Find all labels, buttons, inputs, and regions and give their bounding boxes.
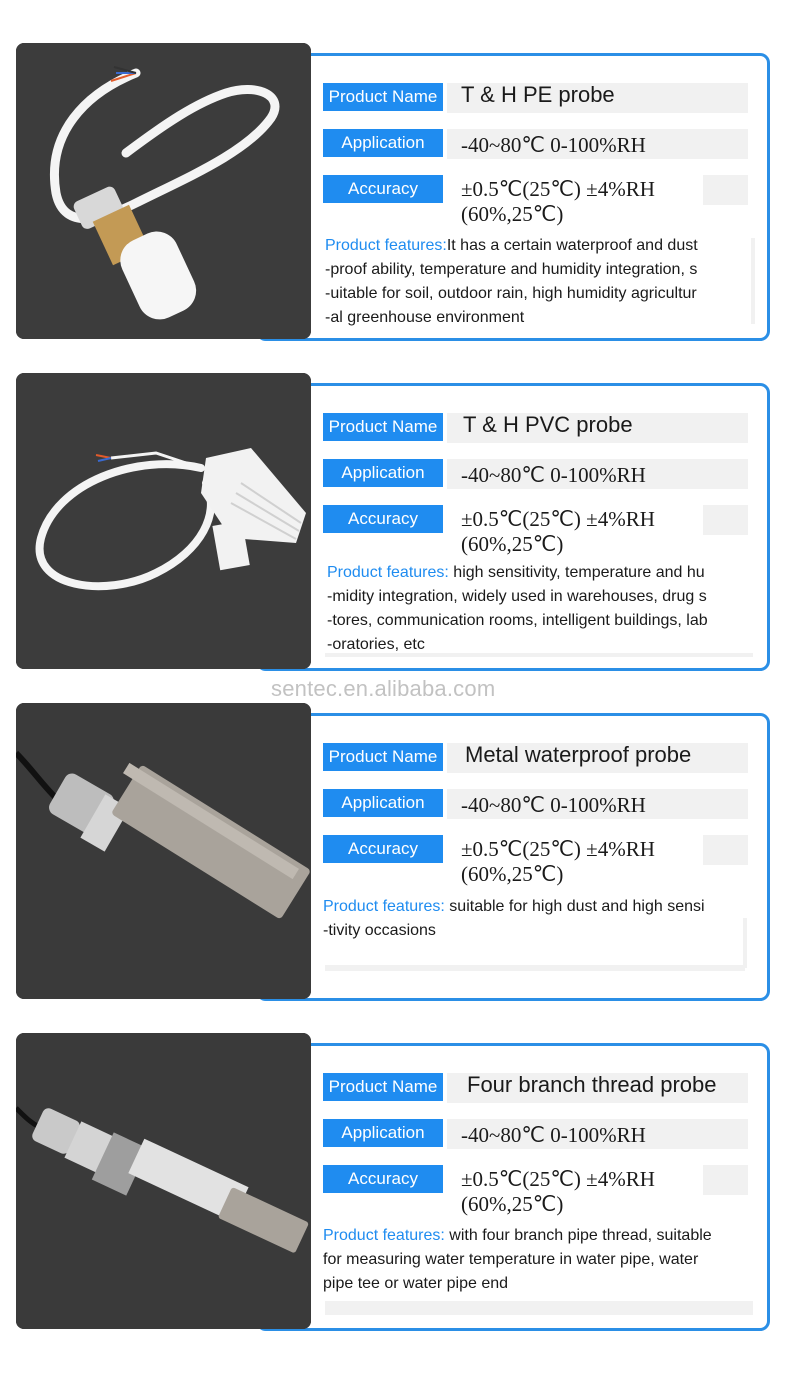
product-name-tag: Product Name [323,83,443,111]
accuracy-line-2: (60%,25℃) [461,532,564,556]
watermark: sentec.en.alibaba.com [271,676,496,701]
product-features [323,1224,768,1296]
accuracy-line-1: ±0.5℃(25℃) ±4%RH [461,177,655,201]
product-name-value: Four branch thread probe [467,1072,717,1097]
features-head: It has a certain waterproof and dust [446,237,698,254]
accuracy-row [323,835,763,886]
application-tag: Application [323,129,443,157]
product-features [325,234,765,330]
features-background [325,965,745,971]
accuracy-value [461,1167,655,1217]
features-label: Product features: [323,1227,445,1244]
features-line: -uitable for soil, outdoor rain, high humidity agricultur [325,285,697,302]
spec-rows [323,82,763,226]
product-name-row [323,413,763,443]
accuracy-tag: Accuracy [323,175,443,203]
accuracy-row [323,1165,763,1216]
product-name-tag: Product Name [323,743,443,771]
product-card-pe [16,43,768,339]
value-background [703,835,748,865]
features-line: -al greenhouse environment [325,309,525,326]
features-head: with four branch pipe thread, suitable [444,1227,712,1244]
product-features [327,561,767,657]
product-card-metal [16,703,768,999]
features-line-1 [323,895,763,919]
accuracy-tag: Accuracy [323,505,443,533]
accuracy-line-2: (60%,25℃) [461,862,564,886]
value-background [703,1165,748,1195]
features-line: for measuring water temperature in water pipe, water [323,1251,699,1268]
spec-rows [323,412,763,556]
accuracy-value [461,507,655,557]
application-tag: Application [323,1119,443,1147]
value-background [703,505,748,535]
application-row [323,1119,763,1149]
features-label: Product features: [325,237,447,254]
features-line: -midity integration, widely used in warehouses, drug s [327,588,707,605]
application-tag: Application [323,459,443,487]
features-line-1 [325,234,765,258]
features-label: Product features: [327,564,449,581]
features-background [325,1301,753,1315]
pe-probe-photo [16,43,311,339]
product-name-value: T & H PE probe [461,82,615,107]
accuracy-value [461,837,655,887]
product-name-row [323,83,763,113]
product-name-value: T & H PVC probe [463,412,633,437]
product-card-thread [16,1033,768,1329]
product-name-tag: Product Name [323,1073,443,1101]
product-name-tag: Product Name [323,413,443,441]
accuracy-row [323,505,763,556]
application-value: -40~80℃ 0-100%RH [461,133,646,157]
product-name-row [323,743,763,773]
spec-rows [323,1072,763,1216]
features-line-1 [327,561,767,585]
features-head: suitable for high dust and high sensi [444,898,705,915]
accuracy-value [461,177,655,227]
application-value: -40~80℃ 0-100%RH [461,463,646,487]
application-value: -40~80℃ 0-100%RH [461,793,646,817]
accuracy-line-2: (60%,25℃) [461,1192,564,1216]
accuracy-line-1: ±0.5℃(25℃) ±4%RH [461,507,655,531]
features-line: -tivity occasions [323,922,436,939]
product-name-value: Metal waterproof probe [465,742,692,767]
product-features [323,895,763,943]
application-row [323,129,763,159]
application-value: -40~80℃ 0-100%RH [461,1123,646,1147]
features-line: -oratories, etc [327,636,425,653]
features-line-1 [323,1224,768,1248]
accuracy-line-2: (60%,25℃) [461,202,564,226]
features-line: pipe tee or water pipe end [323,1275,509,1292]
spec-rows [323,742,763,886]
accuracy-row [323,175,763,226]
product-card-pvc [16,373,768,669]
application-tag: Application [323,789,443,817]
accuracy-line-1: ±0.5℃(25℃) ±4%RH [461,1167,655,1191]
features-head: high sensitivity, temperature and hu [448,564,705,581]
accuracy-line-1: ±0.5℃(25℃) ±4%RH [461,837,655,861]
application-row [323,459,763,489]
features-label: Product features: [323,898,445,915]
accuracy-tag: Accuracy [323,835,443,863]
features-line: -tores, communication rooms, intelligent buildings, lab [327,612,708,629]
product-name-row [323,1073,763,1103]
accuracy-tag: Accuracy [323,1165,443,1193]
features-line: -proof ability, temperature and humidity integration, s [325,261,698,278]
application-row [323,789,763,819]
thread-probe-photo [16,1033,311,1329]
pvc-probe-photo [16,373,311,669]
value-background [703,175,748,205]
metal-probe-photo [16,703,311,999]
